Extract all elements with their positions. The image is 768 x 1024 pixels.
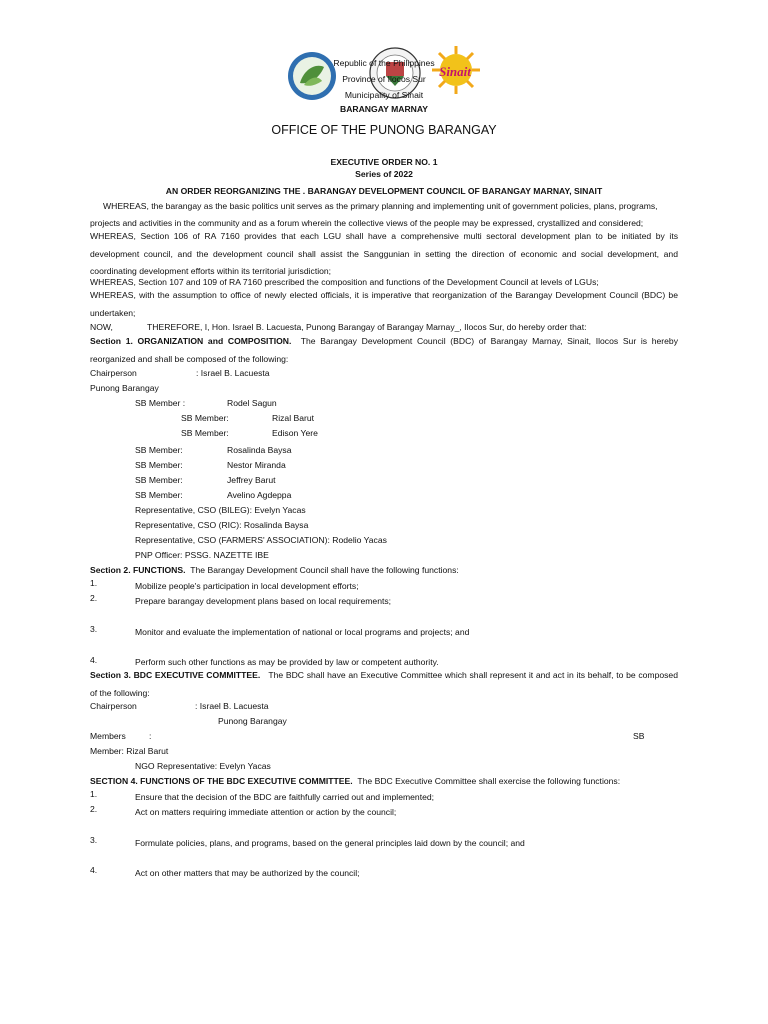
cso-representative: Representative, CSO (FARMERS' ASSOCIATION): Rodelio Yacas — [135, 535, 387, 545]
whereas-4: WHEREAS, with the assumption to office of newly elected officials, it is imperative that reorganization of the Barangay Development Council (BDC) be undertaken; — [90, 290, 678, 318]
exec-member: Member: Rizal Barut — [90, 746, 169, 756]
list-item: Ensure that the decision of the BDC are faithfully carried out and implemented; — [135, 792, 435, 802]
section-4-text: The BDC Executive Committee shall exercise the following functions: — [357, 776, 621, 786]
section-1 — [90, 333, 678, 368]
barangay-name: BARANGAY MARNAY — [339, 104, 429, 114]
list-item: Prepare barangay development plans based on local requirements; — [135, 596, 392, 606]
member-name: Rosalinda Baysa — [227, 445, 292, 455]
list-item: Act on matters requiring immediate attention or action by the council; — [135, 807, 397, 817]
section-2 — [90, 565, 459, 576]
member-name: Rizal Barut — [272, 413, 315, 423]
office-title: OFFICE OF THE PUNONG BARANGAY — [271, 123, 497, 137]
member-label: SB Member: — [135, 475, 183, 485]
whereas-1-cont: projects and activities in the community and as a forum wherein the collective views of the people may be expressed, crystallized and considered; — [90, 218, 644, 228]
bdc-chair-title: Punong Barangay — [90, 383, 159, 393]
pnp-officer: PNP Officer: PSSG. NAZETTE IBE — [135, 550, 269, 560]
exec-chair-name: : Israel B. Lacuesta — [195, 701, 269, 711]
section-2-heading: Section 2. FUNCTIONS. — [90, 565, 186, 575]
exec-members-label: Members — [90, 731, 126, 741]
member-label: SB Member : — [135, 398, 186, 408]
logo-text: Sinait — [439, 64, 471, 79]
section-2-text: The Barangay Development Council shall have the following functions: — [190, 565, 459, 575]
list-item: Formulate policies, plans, and programs, based on the general principles laid down by the council; and — [135, 838, 525, 848]
list-number: 1. — [90, 789, 98, 799]
member-name: Avelino Agdeppa — [227, 490, 292, 500]
section-3-text: The BDC shall have an Executive Committee which shall represent it and act in its behalf, to be composed of the following: — [90, 670, 678, 698]
list-number: 2. — [90, 804, 98, 814]
list-number: 4. — [90, 865, 98, 875]
order-series: Series of 2022 — [355, 169, 413, 179]
section-3 — [90, 667, 678, 702]
bdc-chair-name: : Israel B. Lacuesta — [196, 368, 270, 378]
section-1-heading: Section 1. ORGANIZATION and COMPOSITION. — [90, 336, 292, 346]
order-title: AN ORDER REORGANIZING THE . BARANGAY DEVELOPMENT COUNCIL OF BARANGAY MARNAY, SINAIT — [165, 186, 603, 196]
list-number: 3. — [90, 835, 98, 845]
member-name: Edison Yere — [272, 428, 318, 438]
section-4 — [90, 776, 620, 787]
exec-ngo-representative: NGO Representative: Evelyn Yacas — [135, 761, 271, 771]
member-label: SB Member: — [181, 428, 229, 438]
exec-chair-label: Chairperson — [90, 701, 137, 711]
member-label: SB Member: — [135, 490, 183, 500]
province-line: Province of Ilocos Sur — [342, 74, 426, 84]
list-number: 2. — [90, 593, 98, 603]
now-text: THEREFORE, I, Hon. Israel B. Lacuesta, Punong Barangay of Barangay Marnay_, Ilocos Sur, do hereby order that: — [147, 322, 587, 332]
member-label: SB Member: — [135, 460, 183, 470]
list-item: Mobilize people's participation in local development efforts; — [135, 581, 359, 591]
exec-chair-title: Punong Barangay — [218, 716, 287, 726]
order-number: EXECUTIVE ORDER NO. 1 — [330, 157, 438, 167]
exec-members-colon: : — [149, 731, 152, 741]
bdc-chair-label: Chairperson — [90, 368, 137, 378]
municipality-line: Municipality of Sinait — [344, 90, 424, 100]
list-number: 3. — [90, 624, 98, 634]
whereas-1: WHEREAS, the barangay as the basic politics unit serves as the primary planning and implementing unit of government policies, plans, programs, — [103, 201, 658, 211]
cso-representative: Representative, CSO (RIC): Rosalinda Baysa — [135, 520, 309, 530]
cso-representative: Representative, CSO (BILEG): Evelyn Yacas — [135, 505, 306, 515]
list-number: 4. — [90, 655, 98, 665]
member-name: Jeffrey Barut — [227, 475, 276, 485]
section-4-heading: SECTION 4. FUNCTIONS OF THE BDC EXECUTIVE COMMITTEE. — [90, 776, 353, 786]
whereas-2: WHEREAS, Section 106 of RA 7160 provides that each LGU shall have a comprehensive multi sectoral development plan to be initiated by its development council, and the development council shall assist the Sanggunian in setting the direction of economic and social development, and coordinating development efforts within its territorial jurisdiction; — [90, 231, 678, 276]
member-label: SB Member: — [135, 445, 183, 455]
section-3-heading: Section 3. BDC EXECUTIVE COMMITTEE. — [90, 670, 261, 680]
member-label: SB Member: — [181, 413, 229, 423]
member-name: Nestor Miranda — [227, 460, 286, 470]
exec-sb-label: SB — [633, 731, 645, 741]
section-1-text: The Barangay Development Council (BDC) of Barangay Marnay, Sinait, Ilocos Sur is hereby reorganized and shall be composed of the following: — [90, 336, 679, 364]
republic-line: Republic of the Philippines — [333, 58, 435, 68]
whereas-3: WHEREAS, Section 107 and 109 of RA 7160 prescribed the composition and functions of the Development Council at levels of LGUs; — [90, 277, 599, 287]
list-item: Perform such other functions as may be provided by law or competent authority. — [135, 657, 439, 667]
member-name: Rodel Sagun — [227, 398, 277, 408]
list-number: 1. — [90, 578, 98, 588]
list-item: Monitor and evaluate the implementation of national or local programs and projects; and — [135, 627, 470, 637]
list-item: Act on other matters that may be authorized by the council; — [135, 868, 360, 878]
now-label: NOW, — [90, 322, 113, 332]
